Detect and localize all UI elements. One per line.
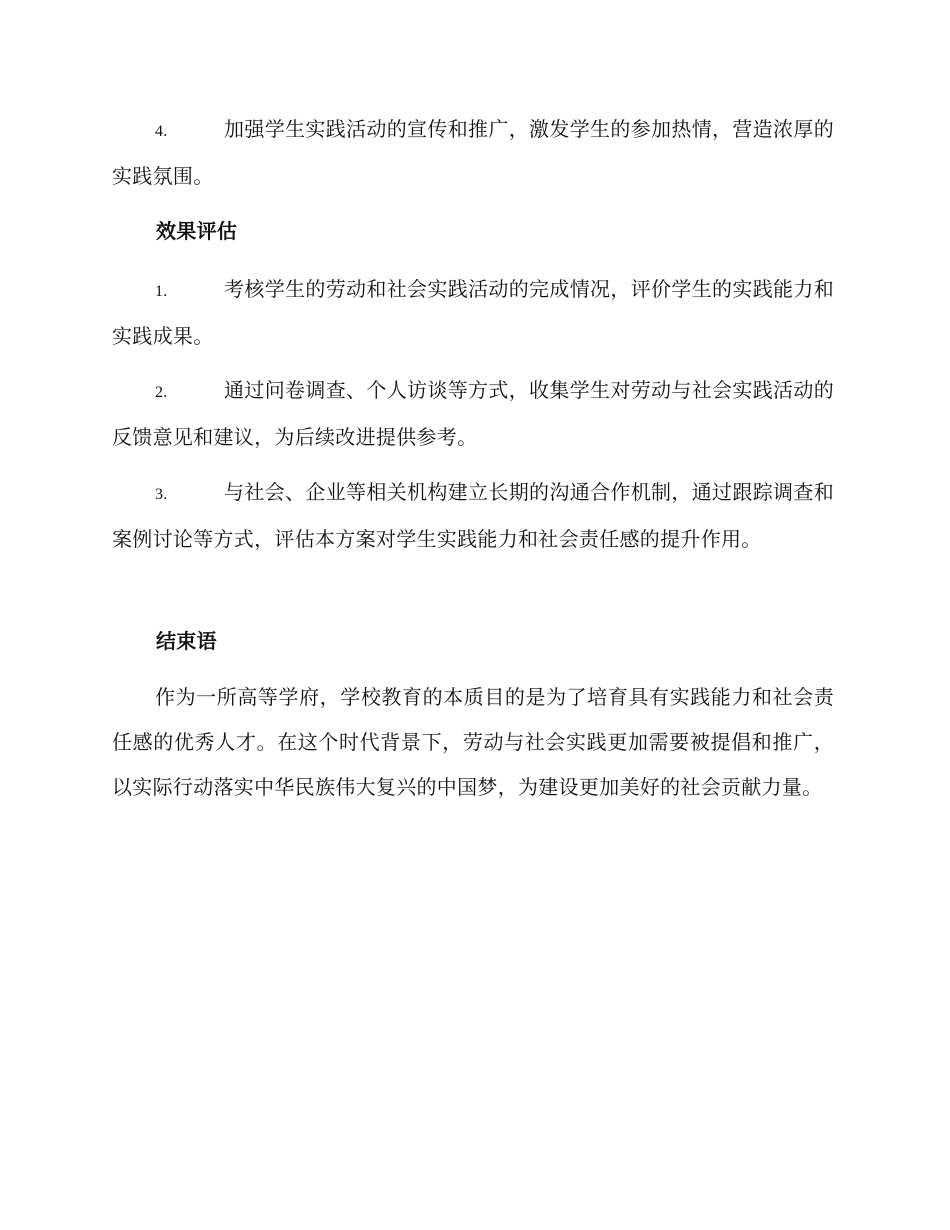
- list-item-text: 考核学生的劳动和社会实践活动的完成情况，评价学生的实践能力和实践成果。: [112, 277, 834, 348]
- list-item-number: 4.: [155, 123, 168, 140]
- list-item-number: 1.: [155, 283, 168, 300]
- section-heading-evaluation: 效果评估: [156, 219, 238, 243]
- list-item-number: 2.: [155, 384, 168, 401]
- evaluation-item-2: [112, 368, 834, 460]
- list-item-4: [112, 107, 834, 199]
- list-item-text: 加强学生实践活动的宣传和推广，激发学生的参加热情，营造浓厚的实践氛围。: [112, 117, 834, 188]
- list-item-text: 通过问卷调查、个人访谈等方式，收集学生对劳动与社会实践活动的反馈意见和建议，为后续改进提供参考。: [112, 378, 834, 449]
- list-item-text: 与社会、企业等相关机构建立长期的沟通合作机制，通过跟踪调查和案例讨论等方式，评估本方案对学生实践能力和社会责任感的提升作用。: [112, 480, 834, 551]
- section-heading-conclusion: 结束语: [156, 629, 217, 653]
- evaluation-item-3: [112, 470, 834, 562]
- evaluation-item-1: [112, 267, 834, 359]
- conclusion-paragraph: 作为一所高等学府，学校教育的本质目的是为了培育具有实践能力和社会责任感的优秀人才。在这个时代背景下，劳动与社会实践更加需要被提倡和推广，以实际行动落实中华民族伟大复兴的中国梦，为建设更加美好的社会贡献力量。: [112, 685, 834, 799]
- list-item-number: 3.: [155, 486, 168, 503]
